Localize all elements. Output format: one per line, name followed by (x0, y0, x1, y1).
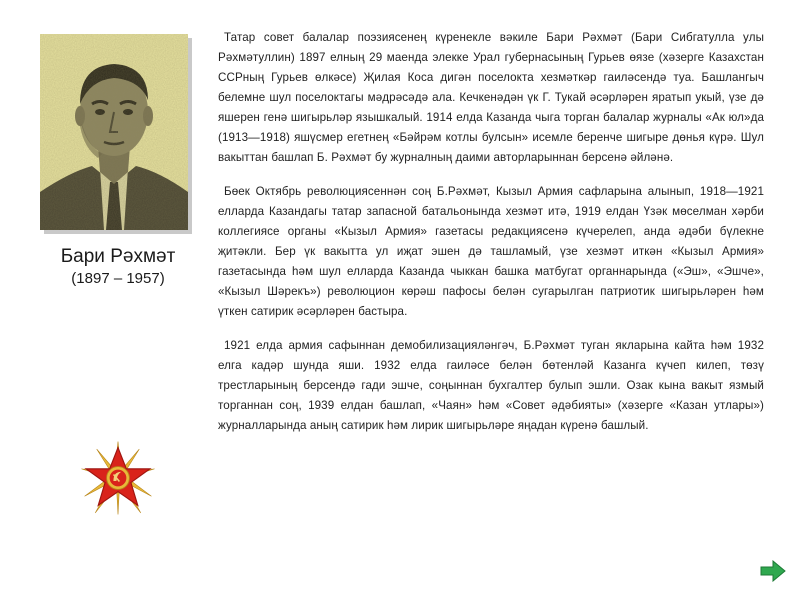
person-years: (1897 – 1957) (71, 270, 165, 287)
order-of-patriotic-war-icon (80, 440, 156, 516)
biography-paragraph: Бөек Октябрь революциясеннән соң Б.Рәхмәт, Кызыл Армия сафларына алынып, 1918—1921 елларда Казандагы татар запасной батальонында хезмәт итә, 1919 елдан Үзәк мөселман хәрби коллегиясе органы «Кызыл Армия» газетасы редакциясенә күчерелеп, анда әдәби бүлекне җитәкли. Бер үк вакытта ул иҗат эшен дә ташламый, үзе хезмәт иткән «Кызыл Армия» газетасында һәм шул елларда Казанда чыккан башка матбугат органнарында («Эш», «Эшче», «Кызыл Шәрекъ») революцион көрәш пафосы белән сугарылган патриотик шигырьләрен һәм үткен сатирик әсәрләрен бастыра. (218, 185, 764, 318)
biography-text (218, 28, 764, 450)
person-name: Бари Рәхмәт (60, 246, 176, 267)
biography-paragraph: Татар совет балалар поэзиясенең күренекле вәкиле Бари Рәхмәт (Бари Сибгатулла улы Рәхмәтуллин) 1897 елның 29 маенда элекке Урал губернасының Гурьев өязе (хәзерге Казахстан ССРның Гурьев өлкәсе) Җилая Коса дигән поселокта хезмәткәр гаиләсендә туа. Башлангыч белемне шул поселоктагы мәдрәсәдә ала. Кечкенәдән үк Г. Тукай әсәрләрен яратып укый, үзе дә яшерен генә шигырьләр язышкалый. 1914 елда Казанда чыга торган балалар журналы «Ак юл»да (1913—1918) яшүсмер егетнең «Бәйрәм котлы булсын» исемле беренче шигыре дөнья күрә. Шул вакыттан башлап Б. Рәхмәт бу журналның даими авторларыннан берсенә әйләнә. (218, 31, 764, 164)
portrait-photo (40, 34, 188, 230)
next-arrow-icon[interactable] (760, 560, 786, 582)
biography-paragraph: 1921 елда армия сафыннан демобилизацияләнгәч, Б.Рәхмәт туган якларына кайта һәм 1932 елга кадәр шунда яши. 1932 елда гаиләсе белән бөтенләй Казанга күчеп килеп, төзү трестларының берсендә гади эшче, соңыннан бухгалтер булып эшли. Озак кына вакыт язмый торганнан соң, 1939 елдан башлап, «Чаян» һәм «Совет әдәбияты» (хәзерге «Казан утлары») журналларында аның сатирик һәм лирик шигырьләре яңадан күренә башлый. (218, 339, 764, 432)
